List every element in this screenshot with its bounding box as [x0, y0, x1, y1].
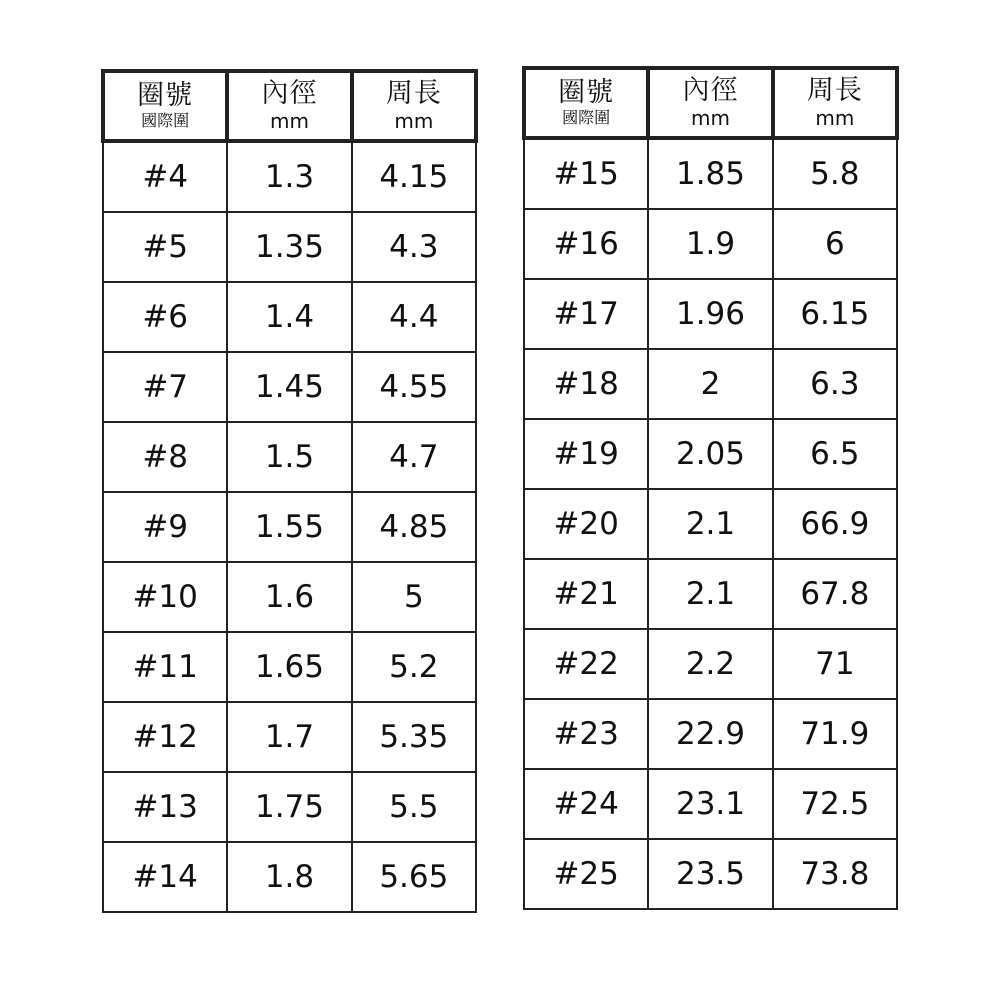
inner-diameter-cell: 1.7: [227, 702, 351, 772]
header-ring-size: [524, 68, 648, 138]
circumference-cell: 5: [352, 562, 476, 632]
circumference-cell: 5.35: [352, 702, 476, 772]
circumference-cell: 5.65: [352, 842, 476, 912]
table-row: [103, 212, 476, 282]
inner-diameter-cell: 1.96: [648, 279, 772, 349]
inner-diameter-cell: 1.9: [648, 209, 772, 279]
header-circumference-unit: mm: [394, 108, 434, 133]
inner-diameter-cell: 1.8: [227, 842, 351, 912]
inner-diameter-cell: 2.1: [648, 559, 772, 629]
table-row: [524, 629, 897, 699]
table-row: [103, 772, 476, 842]
header-circumference-label: 周長: [806, 75, 863, 107]
header-inner-diameter-label: 內徑: [682, 75, 739, 107]
circumference-cell: 6: [773, 209, 897, 279]
table-row: [103, 562, 476, 632]
table-row: [103, 141, 476, 212]
table-body: [524, 138, 897, 909]
table-row: [524, 349, 897, 419]
table-row: [103, 352, 476, 422]
ring-size-cell: #11: [103, 632, 227, 702]
header-circumference: [352, 71, 476, 141]
circumference-cell: 6.5: [773, 419, 897, 489]
header-circumference: [773, 68, 897, 138]
table-body: [103, 141, 476, 912]
table-row: [103, 632, 476, 702]
ring-size-cell: #18: [524, 349, 648, 419]
inner-diameter-cell: 22.9: [648, 699, 772, 769]
ring-size-cell: #9: [103, 492, 227, 562]
header-ring-size-label: 圈號: [137, 80, 194, 112]
inner-diameter-cell: 2: [648, 349, 772, 419]
inner-diameter-cell: 23.1: [648, 769, 772, 839]
circumference-cell: 73.8: [773, 839, 897, 909]
inner-diameter-cell: 1.65: [227, 632, 351, 702]
header-inner-diameter-unit: mm: [270, 108, 309, 133]
ring-size-cell: #24: [524, 769, 648, 839]
circumference-cell: 5.2: [352, 632, 476, 702]
circumference-cell: 67.8: [773, 559, 897, 629]
header-ring-size-label: 圈號: [558, 77, 615, 109]
ring-size-cell: #13: [103, 772, 227, 842]
header-circumference-unit: mm: [815, 105, 855, 130]
circumference-cell: 6.3: [773, 349, 897, 419]
ring-size-cell: #16: [524, 209, 648, 279]
ring-size-cell: #19: [524, 419, 648, 489]
table-row: [103, 842, 476, 912]
circumference-cell: 5.8: [773, 138, 897, 209]
table-row: [103, 492, 476, 562]
circumference-cell: 6.15: [773, 279, 897, 349]
ring-size-cell: #6: [103, 282, 227, 352]
inner-diameter-cell: 1.6: [227, 562, 351, 632]
ring-size-cell: #7: [103, 352, 227, 422]
circumference-cell: 4.4: [352, 282, 476, 352]
inner-diameter-cell: 2.1: [648, 489, 772, 559]
header-ring-size: [103, 71, 227, 141]
ring-size-cell: #25: [524, 839, 648, 909]
ring-size-cell: #12: [103, 702, 227, 772]
table-row: [524, 769, 897, 839]
table-row: [103, 282, 476, 352]
ring-size-cell: #14: [103, 842, 227, 912]
header-row: [524, 68, 897, 138]
header-ring-size-sublabel: 國際圍: [141, 110, 190, 130]
circumference-cell: 66.9: [773, 489, 897, 559]
inner-diameter-cell: 1.55: [227, 492, 351, 562]
ring-size-table-right: [522, 66, 899, 910]
inner-diameter-cell: 1.75: [227, 772, 351, 842]
inner-diameter-cell: 1.85: [648, 138, 772, 209]
table-row: [524, 699, 897, 769]
circumference-cell: 4.55: [352, 352, 476, 422]
inner-diameter-cell: 23.5: [648, 839, 772, 909]
inner-diameter-cell: 1.45: [227, 352, 351, 422]
table-row: [524, 839, 897, 909]
ring-size-cell: #10: [103, 562, 227, 632]
header-row: [103, 71, 476, 141]
circumference-cell: 4.15: [352, 141, 476, 212]
inner-diameter-cell: 1.35: [227, 212, 351, 282]
table-row: [103, 702, 476, 772]
header-ring-size-sublabel: 國際圍: [562, 107, 611, 127]
header-inner-diameter: [227, 71, 351, 141]
table-row: [524, 279, 897, 349]
ring-size-cell: #17: [524, 279, 648, 349]
ring-size-cell: #21: [524, 559, 648, 629]
table-row: [524, 489, 897, 559]
ring-size-cell: #4: [103, 141, 227, 212]
table-row: [103, 422, 476, 492]
ring-size-cell: #8: [103, 422, 227, 492]
inner-diameter-cell: 1.3: [227, 141, 351, 212]
inner-diameter-cell: 1.4: [227, 282, 351, 352]
inner-diameter-cell: 2.2: [648, 629, 772, 699]
circumference-cell: 4.85: [352, 492, 476, 562]
ring-size-cell: #20: [524, 489, 648, 559]
ring-size-cell: #23: [524, 699, 648, 769]
header-inner-diameter-label: 內徑: [261, 78, 318, 110]
table-header: [524, 68, 897, 138]
table-row: [524, 419, 897, 489]
inner-diameter-cell: 1.5: [227, 422, 351, 492]
header-inner-diameter-unit: mm: [691, 105, 730, 130]
table-row: [524, 209, 897, 279]
header-circumference-label: 周長: [385, 78, 442, 110]
circumference-cell: 4.7: [352, 422, 476, 492]
ring-size-cell: #15: [524, 138, 648, 209]
ring-size-table-left: [101, 69, 478, 913]
circumference-cell: 4.3: [352, 212, 476, 282]
ring-size-cell: #5: [103, 212, 227, 282]
circumference-cell: 72.5: [773, 769, 897, 839]
circumference-cell: 71.9: [773, 699, 897, 769]
header-inner-diameter: [648, 68, 772, 138]
table-row: [524, 559, 897, 629]
circumference-cell: 5.5: [352, 772, 476, 842]
circumference-cell: 71: [773, 629, 897, 699]
inner-diameter-cell: 2.05: [648, 419, 772, 489]
ring-size-cell: #22: [524, 629, 648, 699]
table-header: [103, 71, 476, 141]
table-row: [524, 138, 897, 209]
